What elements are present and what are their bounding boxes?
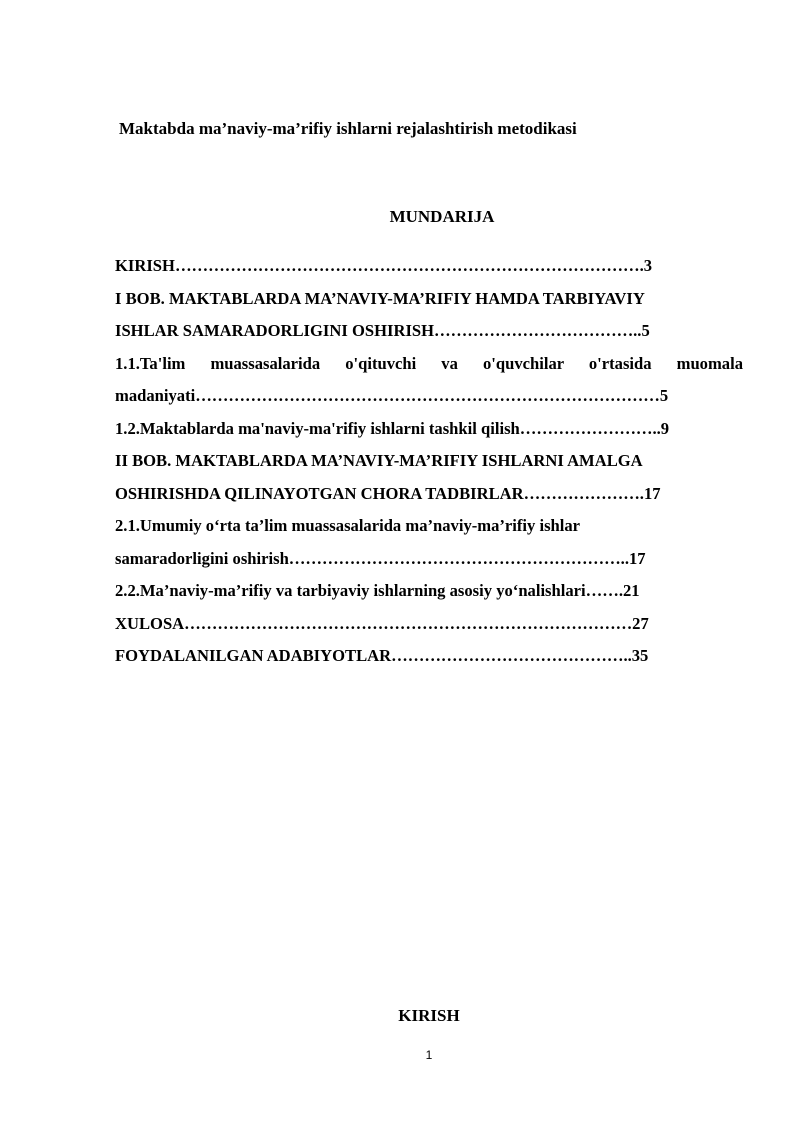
- document-title: Maktabda ma’naviy-ma’rifiy ishlarni rejalashtirish metodikasi: [119, 119, 577, 138]
- toc-entry-section-2-2[interactable]: 2.2.Ma’naviy-ma’rifiy va tarbiyaviy ishlarning asosiy yo‘nalishlari…….21: [115, 581, 640, 600]
- toc-entry-introduction[interactable]: KIRISH………………………………………………………………………….3: [115, 256, 653, 275]
- table-of-contents: [115, 250, 743, 673]
- toc-entry-section-1-1-line-1[interactable]: 1.1.Ta'lim muassasalarida o'qituvchi va o'quvchilar o'rtasida muomala: [115, 353, 743, 373]
- toc-heading: MUNDARIJA: [389, 207, 495, 226]
- page-number: 1: [425, 1048, 433, 1062]
- toc-entry-references[interactable]: FOYDALANILGAN ADABIYOTLAR……………………………………..35: [115, 646, 649, 665]
- toc-entry-chapter-1-line-2[interactable]: ISHLAR SAMARADORLIGINI OSHIRISH………………………………..5: [115, 321, 650, 340]
- section-heading-introduction: KIRISH: [398, 1006, 460, 1025]
- toc-entry-conclusion[interactable]: XULOSA………………………………………………………………………27: [115, 613, 649, 633]
- toc-entry-chapter-1-line-1[interactable]: I BOB. MAKTABLARDA MA’NAVIY-MA’RIFIY HAMDA TARBIYAVIY: [115, 288, 645, 308]
- toc-entry-chapter-2-line-1[interactable]: II BOB. MAKTABLARDA MA’NAVIY-MA’RIFIY ISHLARNI AMALGA: [115, 451, 643, 470]
- toc-entry-section-1-1-line-2[interactable]: madaniyati…………………………………………………………………………5: [115, 386, 669, 405]
- toc-entry-section-2-1-line-2[interactable]: samaradorligini oshirish……………………………………………………..17: [115, 548, 646, 568]
- toc-entry-section-1-2[interactable]: 1.2.Maktablarda ma'naviy-ma'rifiy ishlarni tashkil qilish……………………..9: [115, 418, 670, 438]
- toc-entry-chapter-2-line-2[interactable]: OSHIRISHDA QILINAYOTGAN CHORA TADBIRLAR………………….17: [115, 483, 661, 503]
- toc-entry-section-2-1-line-1[interactable]: 2.1.Umumiy o‘rta ta’lim muassasalarida ma’naviy-ma’rifiy ishlar: [115, 516, 581, 535]
